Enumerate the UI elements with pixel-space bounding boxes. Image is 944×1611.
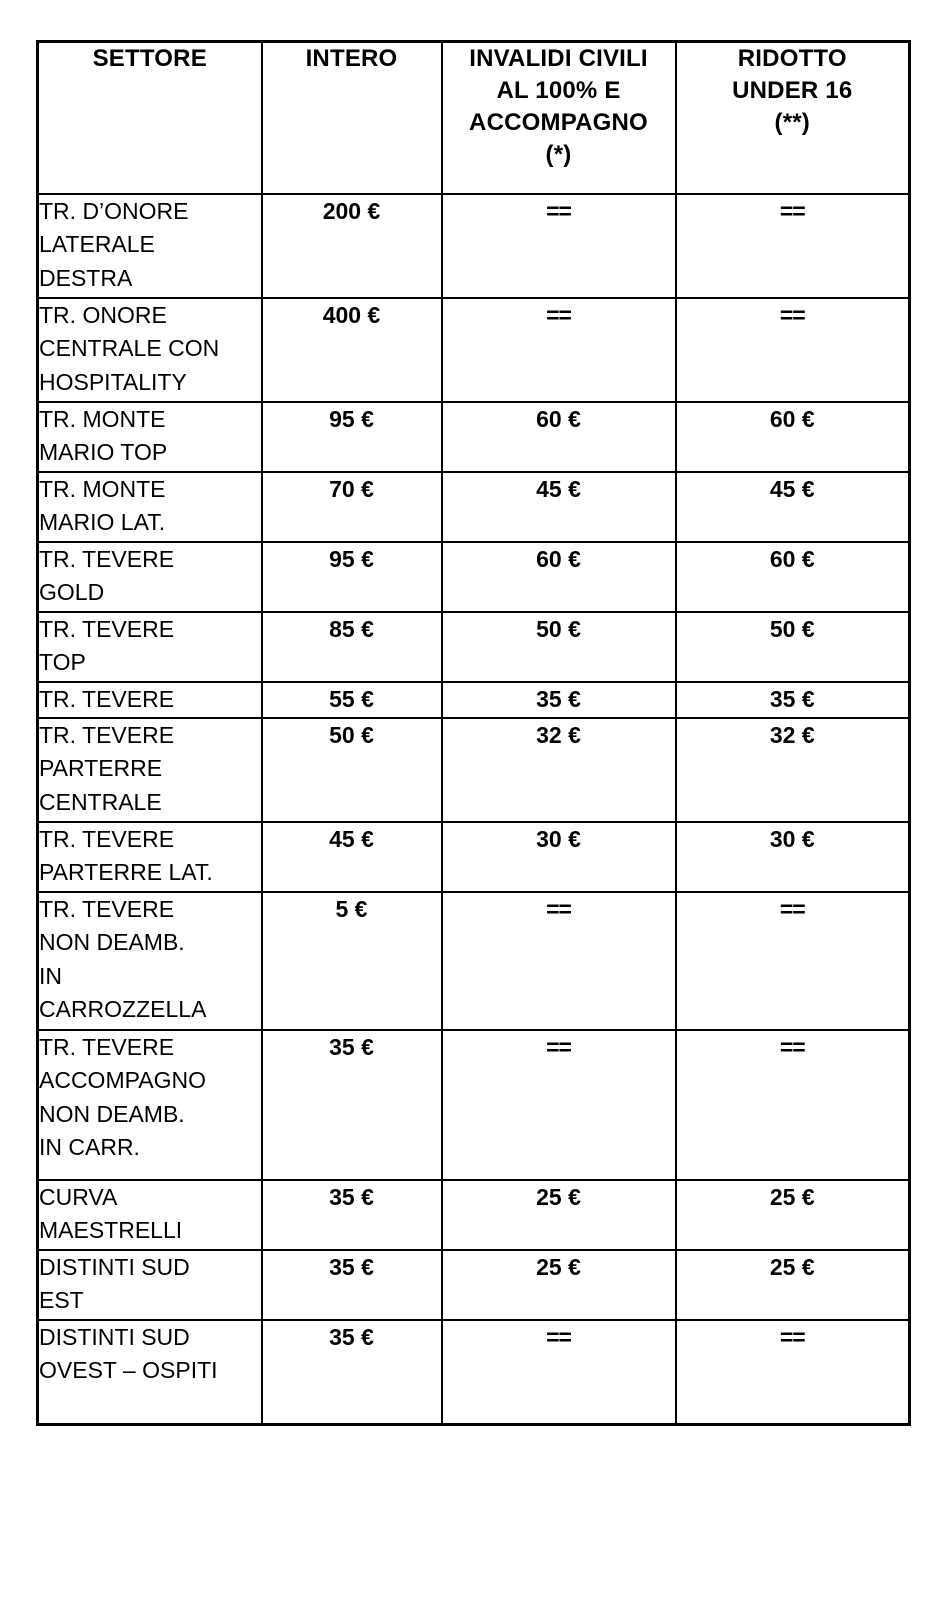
cell-intero: 5 € [262,892,442,1030]
header-line: SETTORE [92,45,207,72]
sector-line: IN [39,962,62,989]
cell-sector [38,542,262,612]
sector-line: TR. D’ONORE [39,198,189,224]
cell-intero: 400 € [262,298,442,402]
cell-sector [38,892,262,1030]
cell-invalidi: 25 € [442,1250,676,1320]
sector-line: TR. TEVERE [39,686,175,712]
cell-sector [38,718,262,822]
table-row [38,472,910,542]
table-row [38,402,910,472]
table-row [38,1320,910,1424]
cell-intero: 200 € [262,194,442,298]
sector-line: DISTINTI SUD [39,1254,190,1280]
header-line: RIDOTTO [737,45,847,72]
cell-sector [38,1180,262,1250]
sector-line: DESTRA [39,264,133,291]
sector-line: TR. TEVERE [39,722,175,748]
cell-intero: 95 € [262,402,442,472]
sector-line: CENTRALE [39,788,162,815]
sector-line: TR. ONORE [39,302,167,328]
column-header-settore [38,42,262,195]
table-row [38,892,910,1030]
table-row [38,1250,910,1320]
cell-sector [38,1250,262,1320]
cell-invalidi: 50 € [442,612,676,682]
cell-ridotto: == [676,194,910,298]
cell-invalidi: == [442,892,676,1030]
table-header [38,42,910,195]
header-settore-lines [39,43,261,75]
sector-line: TR. TEVERE [39,1034,175,1060]
cell-invalidi: 32 € [442,718,676,822]
cell-sector [38,402,262,472]
table-row [38,542,910,612]
sector-line: TR. TEVERE [39,616,175,642]
sector-line: MARIO TOP [39,439,168,466]
cell-sector [38,298,262,402]
header-line: INTERO [305,45,398,72]
table-row [38,194,910,298]
column-header-intero [262,42,442,195]
cell-invalidi: == [442,298,676,402]
cell-intero: 55 € [262,682,442,718]
sector-line: MARIO LAT. [39,509,166,536]
column-header-invalidi-civili [442,42,676,195]
table-row [38,298,910,402]
sector-line: PARTERRE LAT. [39,859,213,886]
sector-line: TR. TEVERE [39,546,175,572]
sector-line: NON DEAMB. [39,929,185,956]
table-row [38,822,910,892]
sector-line: IN CARR. [39,1134,140,1161]
cell-invalidi: 25 € [442,1180,676,1250]
cell-intero: 35 € [262,1030,442,1180]
sector-line: PARTERRE [39,755,163,782]
cell-invalidi: 60 € [442,542,676,612]
cell-invalidi: == [442,194,676,298]
cell-ridotto: == [676,298,910,402]
table-row [38,1030,910,1180]
sector-line: ACCOMPAGNO [39,1067,206,1094]
sector-line: TR. TEVERE [39,896,175,922]
cell-ridotto: == [676,1030,910,1180]
sector-line: NON DEAMB. [39,1100,185,1127]
sector-line: EST [39,1287,84,1314]
cell-sector [38,1030,262,1180]
cell-intero: 50 € [262,718,442,822]
cell-intero: 95 € [262,542,442,612]
sector-line: CENTRALE CON [39,335,220,362]
cell-ridotto: 50 € [676,612,910,682]
cell-sector [38,472,262,542]
sector-line: OVEST – OSPITI [39,1357,218,1384]
ticket-price-table [36,40,911,1426]
sector-line: GOLD [39,579,105,606]
sector-line: TR. TEVERE [39,826,175,852]
cell-ridotto: 60 € [676,402,910,472]
cell-ridotto: == [676,1320,910,1424]
cell-sector [38,822,262,892]
sector-line: TR. MONTE [39,476,166,502]
table-body [38,194,910,1424]
cell-ridotto: == [676,892,910,1030]
table-row [38,718,910,822]
sector-line: DISTINTI SUD [39,1324,190,1350]
header-line: ACCOMPAGNO [469,108,648,136]
cell-sector [38,682,262,718]
cell-ridotto: 35 € [676,682,910,718]
sector-line: HOSPITALITY [39,368,187,395]
table-header-row [38,42,910,195]
cell-sector [38,194,262,298]
cell-sector [38,1320,262,1424]
cell-intero: 35 € [262,1320,442,1424]
header-intero-lines [263,43,441,75]
column-header-ridotto-under-16 [676,42,910,195]
header-line: (*) [545,140,572,168]
header-line: (**) [774,108,810,136]
cell-sector [38,612,262,682]
table-row [38,682,910,718]
header-line: AL 100% E [496,76,621,104]
cell-invalidi: 45 € [442,472,676,542]
cell-intero: 45 € [262,822,442,892]
cell-ridotto: 60 € [676,542,910,612]
sector-line: TR. MONTE [39,406,166,432]
table-row [38,1180,910,1250]
cell-invalidi: 30 € [442,822,676,892]
cell-intero: 35 € [262,1180,442,1250]
cell-invalidi: 60 € [442,402,676,472]
table-row [38,612,910,682]
cell-invalidi: 35 € [442,682,676,718]
cell-invalidi: == [442,1030,676,1180]
cell-ridotto: 25 € [676,1250,910,1320]
cell-ridotto: 30 € [676,822,910,892]
sector-line: TOP [39,649,86,676]
cell-invalidi: == [442,1320,676,1424]
cell-intero: 85 € [262,612,442,682]
header-line: UNDER 16 [732,76,853,104]
header-line: INVALIDI CIVILI [469,45,648,72]
sector-line: MAESTRELLI [39,1217,183,1244]
sector-line: CURVA [39,1184,118,1210]
header-invalidi-lines [443,43,675,171]
sector-line: CARROZZELLA [39,996,207,1023]
header-ridotto-lines [677,43,909,139]
cell-intero: 70 € [262,472,442,542]
cell-intero: 35 € [262,1250,442,1320]
cell-ridotto: 32 € [676,718,910,822]
cell-ridotto: 45 € [676,472,910,542]
cell-ridotto: 25 € [676,1180,910,1250]
sector-line: LATERALE [39,231,155,258]
